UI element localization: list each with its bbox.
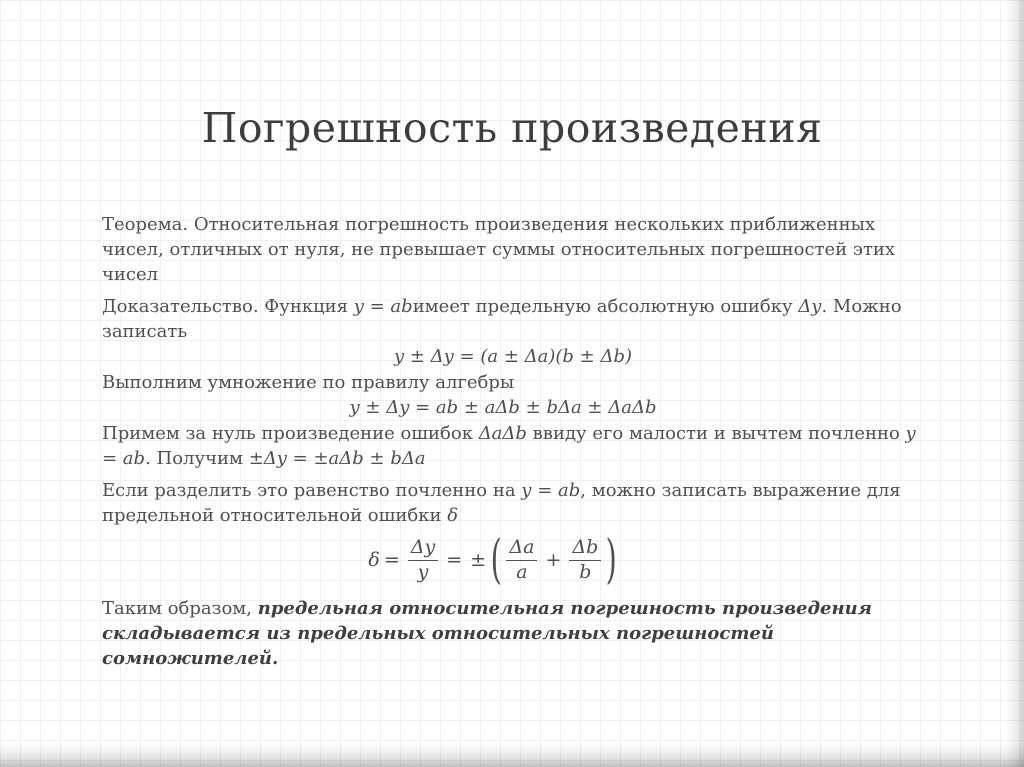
fraction-y-denominator: y [417,560,429,583]
formula-relative-error [102,530,924,590]
conclusion-paragraph [102,596,924,671]
fraction-db-b [569,537,601,584]
formula-product: y ± Δy = ab ± aΔb ± bΔa ± ΔaΔb [349,397,657,418]
formula-equals-2: = [446,548,463,571]
formula-lhs: δ [368,548,380,571]
zero-formula-delta: ΔaΔb [478,423,527,444]
zero-text-middle: ввиду его малости и вычтем почленно [526,423,906,444]
fraction-db-numerator: Δb [569,537,601,561]
proof-text-middle: имеет предельную абсолютную ошибку [412,296,799,317]
fraction-da-a [506,537,537,584]
proof-paragraph [102,294,924,344]
zero-formula-y: y = ab [102,423,916,469]
zero-formula-result: ±Δy = ±aΔb ± bΔa [248,448,426,469]
divide-paragraph [102,478,924,528]
proof-formula: y = ab [353,296,413,317]
formula-plus: + [545,548,562,571]
zero-text-after: . Получим [145,448,249,469]
slide-content [102,212,924,671]
divide-text-after: , можно записать выражение для предельной относительной ошибки [102,480,901,526]
fraction-dy-numerator: Δy [408,537,438,561]
formula-plus-minus: ± [470,548,487,571]
conclusion-prefix: Таким образом, [102,598,258,619]
theorem-paragraph: Теорема. Относительная погрешность произведения нескольких приближенных чисел, отличных от нуля, не превышает суммы относительных погрешностей этих чисел [102,214,896,285]
formula-equals-1: = [383,548,400,571]
proof-delta-y: Δy [798,296,822,317]
formula-paren-close: ) [605,530,618,590]
page-shadow-right [1006,0,1024,767]
proof-text-before: Доказательство. Функция [102,296,354,317]
divide-delta-symbol: δ [447,505,459,526]
formula-expansion: y ± Δy = (a ± Δa)(b ± Δb) [393,346,633,367]
fraction-b-denominator: b [579,560,592,583]
slide-title: Погрешность произведения [201,104,823,152]
zero-text-before: Примем за нуль произведение ошибок [102,423,479,444]
fraction-dy-y [408,537,438,584]
zero-product-paragraph [102,421,924,471]
divide-text-before: Если разделить это равенство почленно на [102,480,522,501]
conclusion-bold-text: предельная относительная погрешность произведения складывается из предельных относительных погрешностей сомножителей. [102,598,873,669]
page-shadow-bottom [0,743,1024,767]
multiply-paragraph: Выполним умножение по правилу алгебры [102,372,515,393]
formula-paren-open: ( [490,530,502,590]
divide-formula: y = ab [521,480,581,501]
fraction-a-denominator: a [516,560,528,583]
fraction-da-numerator: Δa [506,537,537,561]
proof-text-after: . Можно записать [102,296,902,342]
